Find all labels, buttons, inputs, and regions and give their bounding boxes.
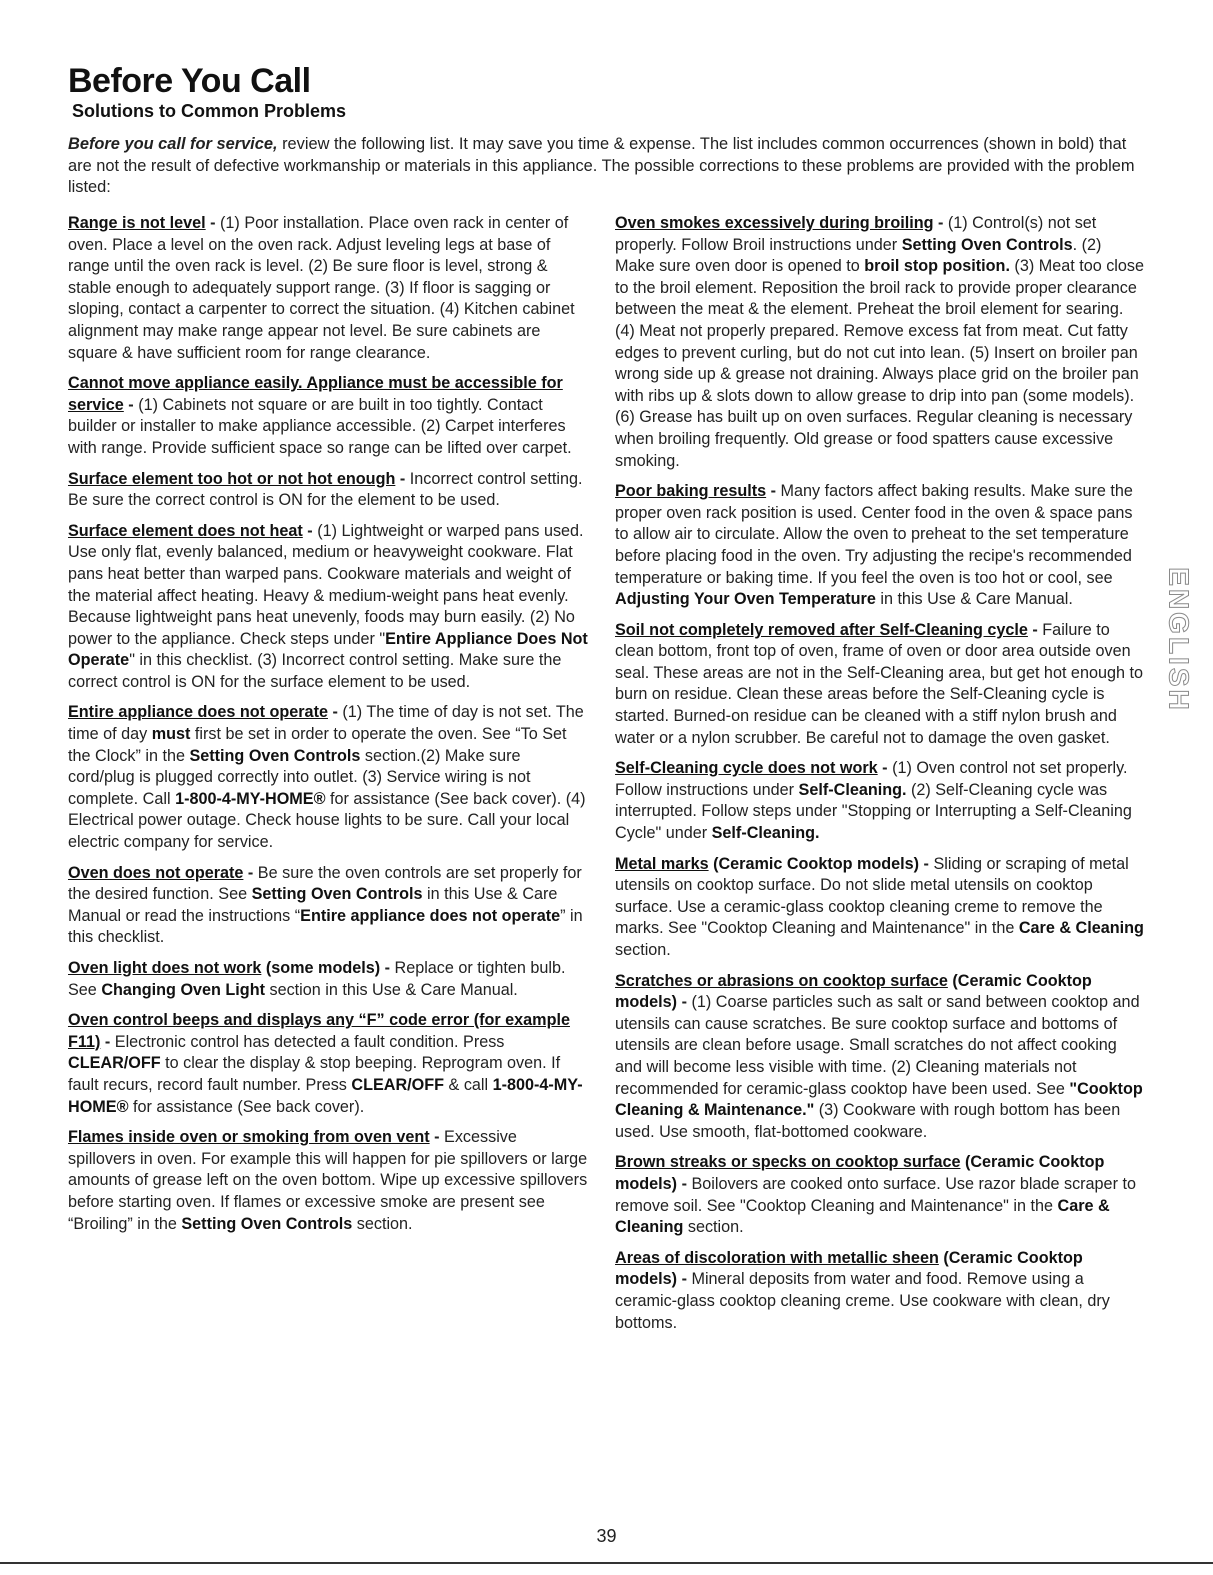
problem-heading: Surface element too hot or not hot enough (68, 469, 396, 488)
problem-entry (615, 620, 1145, 750)
problem-heading: Surface element does not heat (68, 521, 303, 540)
problem-solution: (1) Control(s) not set properly. Follow Broil instructions under Setting Oven Controls. (2) Make sure oven door is opened to broil stop position. (3) Meat too close to the broil element. Reposition the broil rack to provide proper clearance between the meat & the element. Preheat the broil element for searing. (4) Meat not properly prepared. Remove excess fat from meat. Cut fatty edges to prevent curling, but do not cut into lean. (5) Insert on broiler pan wrong side up & grease not draining. Always place grid on the broiler pan with ribs up & slots down to allow grease to drip into pan (some models). (6) Grease has built up on oven surfaces. Regular cleaning is necessary when broiling frequently. Old grease or food spatters cause excessive smoking. (615, 214, 1144, 470)
problem-qualifier: - (243, 863, 258, 882)
problem-solution: Be sure the oven controls are set properly for the desired function. See Setting Oven Controls in this Use & Care Manual or read the instructions “Entire appliance does not operate” in this checklist. (68, 863, 583, 947)
problem-qualifier: - (327, 703, 343, 722)
problem-qualifier: - (205, 214, 221, 232)
problem-qualifier: - (877, 759, 893, 778)
problem-entry (68, 863, 588, 949)
problem-qualifier: - (395, 469, 410, 488)
problem-entry (68, 373, 588, 459)
problem-solution: (1) Poor installation. Place oven rack in center of oven. Place a level on the oven rack. Adjust leveling legs at base of range until the oven rack is level. (2) Be sure floor is level, strong & stable enough to adequately support range. (3) If floor is sagging or sloping, contact a carpenter to correct the situation. (4) Kitchen cabinet alignment may make range appear not level. Be sure cabinets are square & have sufficient room for range clearance. (68, 214, 575, 362)
problem-qualifier: (Ceramic Cooktop models) - (713, 854, 934, 873)
problem-qualifier: - (933, 214, 948, 232)
problem-qualifier: (Ceramic Cooktop models) - (615, 1153, 1105, 1193)
problem-qualifier: - (429, 1128, 445, 1147)
problem-heading: Oven control beeps and displays any “F” code error (for example F11) (68, 1011, 570, 1051)
problem-entry (68, 702, 588, 853)
problem-entry (615, 758, 1145, 844)
problem-entry (615, 213, 1145, 472)
problem-entry (615, 481, 1145, 611)
problem-qualifier: - (100, 1032, 115, 1051)
problem-heading: Entire appliance does not operate (68, 703, 328, 722)
problem-solution: (1) Cabinets not square or are built in too tightly. Contact builder or installer to make appliance accessible. (2) Carpet interferes with range. Provide sufficient space so range can be lifted over carpet. (68, 395, 572, 457)
problem-solution: (1) Lightweight or warped pans used. Use only flat, evenly balanced, medium or heavyweight cookware. Flat pans heat better than warped pans. Cookware materials and weight of the material affect heating. Heavy & medium-weight pans heat evenly. Because lightweight pans heat unevenly, foods may burn easily. (2) No power to the appliance. Check steps under "Entire Appliance Does Not Operate" in this checklist. (3) Incorrect control setting. Make sure the correct control is ON for the surface element to be used. (68, 521, 588, 691)
problem-entry (68, 521, 588, 694)
problem-entry (68, 213, 588, 364)
problem-qualifier: - (1027, 620, 1043, 639)
problem-solution: Sliding or scraping of metal utensils on cooktop surface. Do not slide metal utensils on cooktop surface. Use a ceramic-glass cooktop cleaning creme to remove the marks. See "Cooktop Cleaning and Maintenance" in the Care & Cleaning section. (615, 854, 1144, 959)
problem-solution: Replace or tighten bulb. See Changing Oven Light section in this Use & Care Manual. (68, 959, 566, 999)
problem-solution: Electronic control has detected a fault condition. Press CLEAR/OFF to clear the display & stop beeping. Reprogram oven. If fault recurs, record fault number. Press CLEAR/OFF & call 1-800-4-MY-HOME® for assistance (See back cover). (68, 1032, 583, 1116)
problem-entry (68, 1010, 588, 1118)
page-subtitle: Solutions to Common Problems (72, 101, 347, 121)
problem-entry (615, 1248, 1145, 1334)
language-side-tab-label: ENGLISH (1164, 567, 1195, 713)
problem-heading: Soil not completely removed after Self-Cleaning cycle (615, 620, 1028, 639)
problem-entry (615, 971, 1145, 1144)
problem-qualifier: - (766, 482, 781, 501)
problem-heading: Range is not level (68, 214, 206, 232)
problem-heading: Areas of discoloration with metallic sheen (615, 1248, 939, 1267)
problem-heading: Scratches or abrasions on cooktop surface (615, 971, 948, 990)
page-number: 39 (596, 1526, 617, 1546)
problem-qualifier: - (123, 395, 139, 414)
left-column (68, 213, 588, 1244)
right-column (615, 213, 1145, 1343)
problem-entry (68, 1127, 588, 1235)
problem-solution: Many factors affect baking results. Make sure the proper oven rack position is used. Center food in the oven & space pans to allow air to circulate. Allow the oven to preheat to the set temperature before placing food in the oven. Try adjusting the recipe's recommended temperature or baking time. If you feel the oven is too hot or cool, see Adjusting Your Oven Temperature in this Use & Care Manual. (615, 482, 1133, 609)
problem-solution: Excessive spillovers in oven. For example this will happen for pie spillovers or large amounts of grease left on the oven bottom. Wipe up excessive spillovers before starting oven. If flames or excessive smoke are present see “Broiling” in the Setting Oven Controls section. (68, 1128, 588, 1233)
problem-heading: Cannot move appliance easily. Appliance must be accessible for service (68, 374, 563, 414)
problem-solution: Boilovers are cooked onto surface. Use razor blade scraper to remove soil. See "Cooktop Cleaning and Maintenance" in the Care & Cleaning section. (615, 1174, 1136, 1237)
problem-solution: Mineral deposits from water and food. Remove using a ceramic-glass cooktop cleaning creme. Use cookware with clean, dry bottoms. (615, 1270, 1110, 1332)
page-title: Before You Call (68, 62, 311, 100)
intro-lead: Before you call for service, (68, 135, 278, 153)
problem-heading: Brown streaks or specks on cooktop surface (615, 1153, 961, 1172)
problem-heading: Oven light does not work (68, 959, 262, 977)
problem-qualifier: (Ceramic Cooktop models) - (615, 1248, 1083, 1289)
problem-entry (68, 958, 588, 1001)
problem-solution: Failure to clean bottom, front top of oven, frame of oven or door area outside oven seal. These areas are not in the Self-Cleaning area, but get hot enough to burn on residue. Clean these areas before the Self-Cleaning cycle is started. Burned-on residue can be cleaned with a stiff nylon brush and water or a nylon scrubber. Be careful not to damage the oven gasket. (615, 620, 1143, 747)
problem-heading: Self-Cleaning cycle does not work (615, 759, 878, 778)
problem-heading: Flames inside oven or smoking from oven vent (68, 1128, 430, 1147)
problem-heading: Poor baking results (615, 482, 767, 501)
problem-heading: Metal marks (615, 854, 709, 873)
problem-heading: Oven smokes excessively during broiling (615, 214, 934, 232)
language-side-tab (1162, 560, 1196, 720)
problem-qualifier: (Ceramic Cooktop models) - (615, 971, 1092, 1012)
problem-entry (615, 854, 1145, 962)
problem-entry (615, 1152, 1145, 1238)
problem-solution: Incorrect control setting. Be sure the correct control is ON for the element to be used. (68, 469, 583, 510)
problem-solution: (1) Oven control not set properly. Follow instructions under Self-Cleaning. (2) Self-Cleaning cycle was interrupted. Follow steps under "Stopping or Interrupting a Self-Cleaning Cycle" under Self-Cleaning. (615, 759, 1132, 843)
problem-entry (68, 469, 588, 512)
bottom-rule (0, 1562, 1213, 1564)
problem-qualifier: - (302, 521, 318, 540)
problem-solution: (1) The time of day is not set. The time of day must first be set in order to operate the oven. See “To Set the Clock” in the Setting Oven Controls section.(2) Make sure cord/plug is plugged correctly into outlet. (3) Service wiring is not complete. Call 1-800-4-MY-HOME® for assistance (See back cover). (4) Electrical power outage. Check house lights to be sure. Call your local electric company for service. (68, 703, 586, 852)
problem-heading: Oven does not operate (68, 863, 244, 882)
problem-solution: (1) Coarse particles such as salt or sand between cooktop and utensils can cause scratches. Be sure cooktop surface and bottoms of utensils are clean before usage. Small scratches do not affect cooking and will become less visible with time. (2) Cleaning materials not recommended for ceramic-glass cooktop have been used. See "Cooktop Cleaning & Maintenance." (3) Cookware with rough bottom has been used. Use smooth, flat-bottomed cookware. (615, 993, 1143, 1141)
intro-paragraph (68, 134, 1138, 199)
intro-text: review the following list. It may save you time & expense. The list includes common occurrences (shown in bold) that are not the result of defective workmanship or materials in this appliance. The possible corrections to these problems are provided with the problem listed: (68, 135, 1135, 196)
problem-qualifier: (some models) - (265, 959, 395, 977)
